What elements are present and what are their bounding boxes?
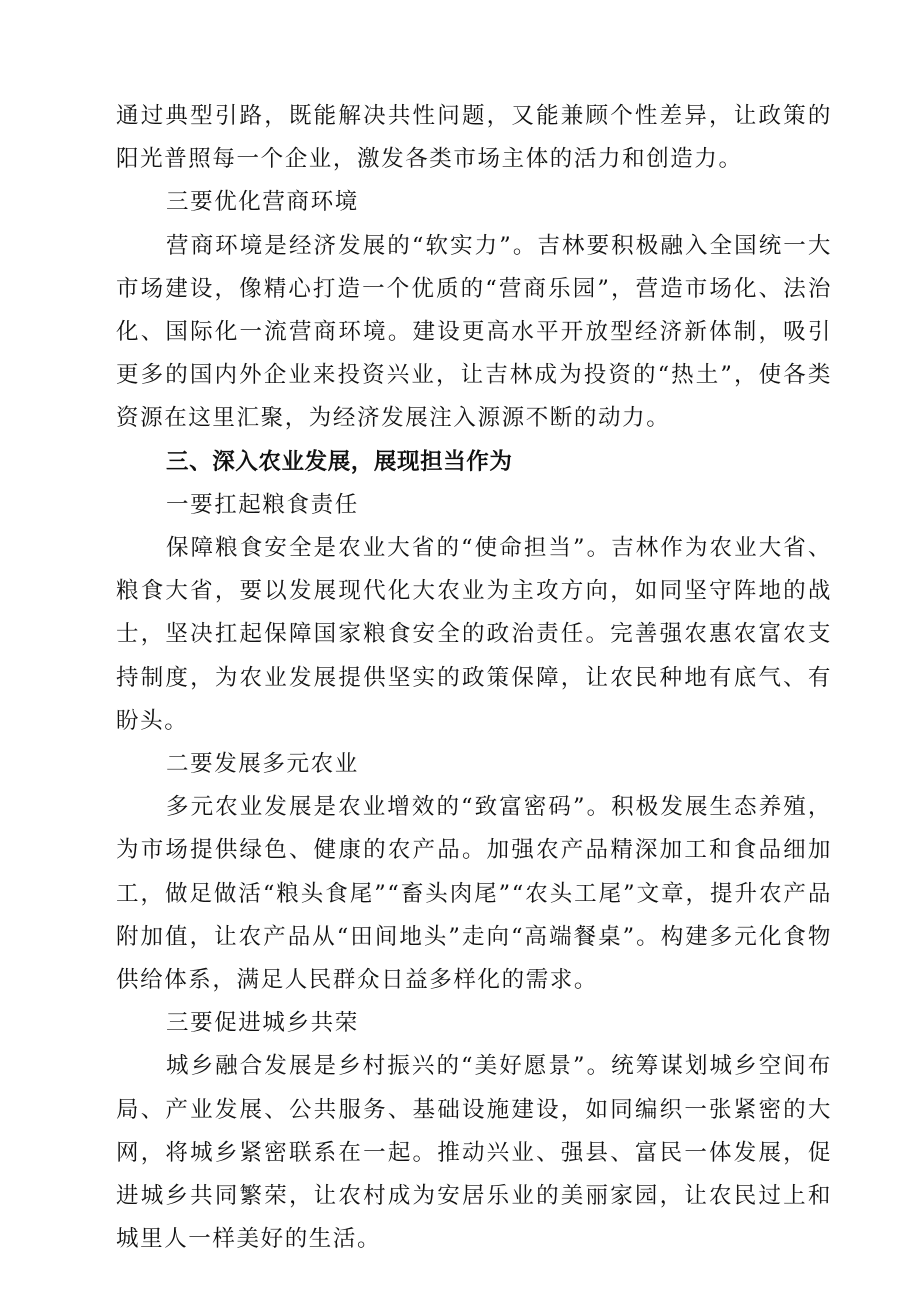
paragraph-urban-rural: 城乡融合发展是乡村振兴的“美好愿景”。统筹谋划城乡空间布局、产业发展、公共服务、基础设施建设，如同编织一张紧密的大网，将城乡紧密联系在一起。推动兴业、强县、富民一体发展，促进城乡共同繁荣，让农村成为安居乐业的美丽家园，让农民过上和城里人一样美好的生活。 <box>116 1053 832 1253</box>
subheading-urban-rural: 三要促进城乡共荣 <box>166 1010 359 1037</box>
subheading-business-environment: 三要优化营商环境 <box>166 189 359 216</box>
document-body <box>116 95 832 1261</box>
subheading-diverse-agriculture: 二要发展多元农业 <box>166 751 359 778</box>
paragraph-grain-responsibility: 保障粮食安全是农业大省的“使命担当”。吉林作为农业大省、粮食大省，要以发展现代化大农业为主攻方向，如同坚守阵地的战士，坚决扛起保障国家粮食安全的政治责任。完善强农惠农富农支持制度，为农业发展提供坚实的政策保障，让农民种地有底气、有盼头。 <box>116 535 832 734</box>
paragraph-diverse-agriculture: 多元农业发展是农业增效的“致富密码”。积极发展生态养殖，为市场提供绿色、健康的农产品。加强农产品精深加工和食品细加工，做足做活“粮头食尾”“畜头肉尾”“农头工尾”文章，提升农产品附加值，让农产品从“田间地头”走向“高端餐桌”。构建多元化食物供给体系，满足人民群众日益多样化的需求。 <box>116 794 832 994</box>
subheading-grain-responsibility: 一要扛起粮食责任 <box>166 491 359 518</box>
paragraph-business-environment: 营商环境是经济发展的“软实力”。吉林要积极融入全国统一大市场建设，像精心打造一个优质的“营商乐园”，营造市场化、法治化、国际化一流营商环境。建设更高水平开放型经济新体制，吸引更多的国内外企业来投资兴业，让吉林成为投资的“热土”，使各类资源在这里汇聚，为经济发展注入源源不断的动力。 <box>116 232 832 432</box>
paragraph-continued: 通过典型引路，既能解决共性问题，又能兼顾个性差异，让政策的阳光普照每一个企业，激发各类市场主体的活力和创造力。 <box>116 103 832 173</box>
section-heading-agriculture: 三、深入农业发展，展现担当作为 <box>166 448 513 475</box>
